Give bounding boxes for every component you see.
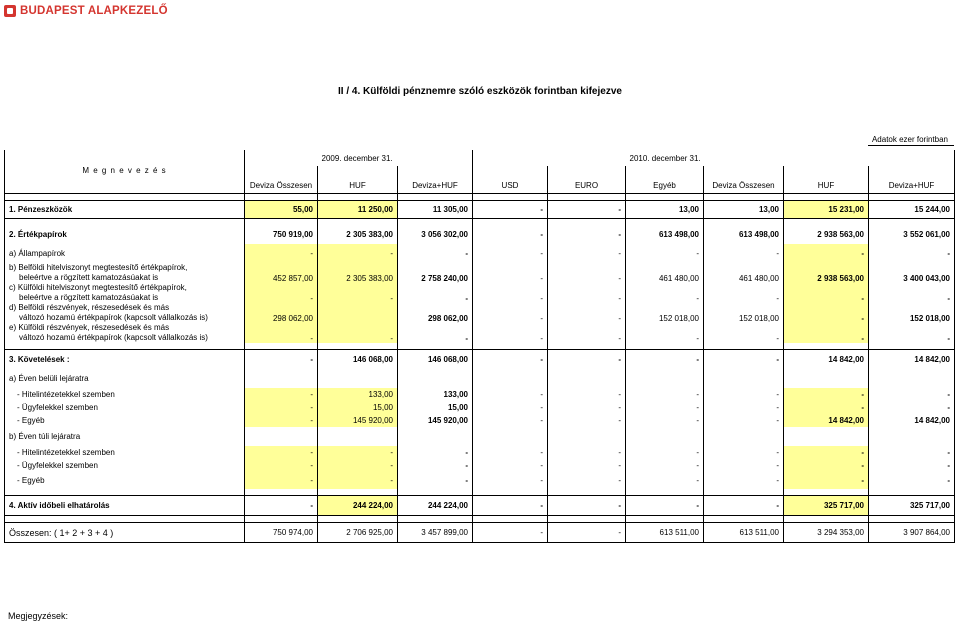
column-header: HUF <box>784 166 869 194</box>
table-cell: - <box>245 459 318 472</box>
table-cell: - <box>318 323 398 343</box>
row-label: a) Állampapírok <box>5 244 245 263</box>
table-cell: 15,00 <box>398 401 473 414</box>
table-cell <box>245 427 318 446</box>
table-cell: - <box>398 446 473 459</box>
logo-icon <box>4 5 16 17</box>
table-cell: 325 717,00 <box>869 496 955 516</box>
table-cell: - <box>398 323 473 343</box>
table-cell: 750 919,00 <box>245 225 318 244</box>
row-label: 2. Értékpapírok <box>5 225 245 244</box>
table-cell: - <box>704 472 784 489</box>
date-2009: 2009. december 31. <box>321 153 393 163</box>
table-cell: - <box>869 283 955 303</box>
table-row-eb-ugyfel <box>5 401 955 414</box>
table-cell: - <box>784 401 869 414</box>
table-cell: 152 018,00 <box>626 303 704 323</box>
table-cell: - <box>473 414 548 427</box>
row-label: 3. Követelések : <box>5 350 245 370</box>
table-cell: 145 920,00 <box>318 414 398 427</box>
table-cell: 613 511,00 <box>704 523 784 543</box>
table-cell: 3 907 864,00 <box>869 523 955 543</box>
table-cell: - <box>869 244 955 263</box>
table-cell: - <box>869 446 955 459</box>
row-label <box>5 323 245 343</box>
table-cell: - <box>784 472 869 489</box>
table-cell: 152 018,00 <box>704 303 784 323</box>
table-cell <box>245 369 318 388</box>
table-row-allampapirok <box>5 244 955 263</box>
table-cell: - <box>548 523 626 543</box>
table-row-et-egyeb <box>5 472 955 489</box>
row-label-line: c) Külföldi hitelviszonyt megtestesítő értékpapírok, <box>9 283 187 292</box>
header-columns-row <box>5 166 955 194</box>
table-row-ertekpapirok <box>5 225 955 244</box>
table-cell: 15,00 <box>318 401 398 414</box>
table-cell: - <box>784 323 869 343</box>
table-cell: - <box>626 414 704 427</box>
table-row-kovetelesek <box>5 350 955 370</box>
column-header: Deviza+HUF <box>869 166 955 194</box>
table-cell: 13,00 <box>626 201 704 219</box>
table-cell: 55,00 <box>245 201 318 219</box>
table-cell: - <box>626 388 704 401</box>
table-cell: - <box>398 244 473 263</box>
table-row-et-ugyfel <box>5 459 955 472</box>
column-header: HUF <box>318 166 398 194</box>
table-cell: - <box>318 446 398 459</box>
table-cell: 133,00 <box>398 388 473 401</box>
row-label: - Egyéb <box>5 414 245 427</box>
row-label: - Ügyfelekkel szemben <box>5 459 245 472</box>
table-cell: - <box>245 323 318 343</box>
table-cell <box>398 369 473 388</box>
table-cell: - <box>398 459 473 472</box>
row-label: - Hitelintézetekkel szemben <box>5 446 245 459</box>
table-cell: - <box>626 496 704 516</box>
table-cell: - <box>704 388 784 401</box>
row-label-line: változó hozamú értékpapírok (kapcsolt vállalkozás is) <box>19 333 208 342</box>
row-label: 4. Aktív időbeli elhatárolás <box>5 496 245 516</box>
row-label: Összesen: ( 1+ 2 + 3 + 4 ) <box>5 523 245 543</box>
table-cell: - <box>548 388 626 401</box>
table-cell: 2 706 925,00 <box>318 523 398 543</box>
table-row-belfoldi-hitel <box>5 263 955 283</box>
table-cell: 452 857,00 <box>245 263 318 283</box>
table-cell: - <box>245 496 318 516</box>
table-row-kulfoldi-hitel <box>5 283 955 303</box>
row-label <box>5 263 245 283</box>
table-cell: 14 842,00 <box>869 350 955 370</box>
table-cell: - <box>473 225 548 244</box>
table-cell: - <box>548 446 626 459</box>
table-cell: - <box>245 244 318 263</box>
table-cell: 461 480,00 <box>704 263 784 283</box>
table-cell: 15 231,00 <box>784 201 869 219</box>
table-cell: - <box>704 459 784 472</box>
table-cell: 14 842,00 <box>784 350 869 370</box>
table-row-eb-egyeb <box>5 414 955 427</box>
table-cell: - <box>626 283 704 303</box>
column-header: Deviza Összesen <box>704 166 784 194</box>
table-cell: - <box>473 496 548 516</box>
table-cell: - <box>704 414 784 427</box>
table-cell: 2 305 383,00 <box>318 225 398 244</box>
table-cell: 325 717,00 <box>784 496 869 516</box>
table-cell: - <box>473 401 548 414</box>
table-cell: - <box>473 446 548 459</box>
table-cell: - <box>869 459 955 472</box>
table-cell: 133,00 <box>318 388 398 401</box>
table-cell <box>318 303 398 323</box>
table-cell <box>473 427 548 446</box>
table-cell: 2 305 383,00 <box>318 263 398 283</box>
table-cell: - <box>548 201 626 219</box>
table-cell: - <box>473 201 548 219</box>
column-header: Deviza+HUF <box>398 166 473 194</box>
table-row-aktiv <box>5 496 955 516</box>
notes-label: Megjegyzések: <box>8 611 69 621</box>
table-cell: - <box>245 472 318 489</box>
table-cell: - <box>473 472 548 489</box>
table-cell: - <box>473 263 548 283</box>
table-cell: - <box>869 472 955 489</box>
table-cell: - <box>626 459 704 472</box>
table-cell <box>869 427 955 446</box>
table-row-even-tul <box>5 427 955 446</box>
row-label-line: beleértve a rögzített kamatozásúakat is <box>19 293 159 302</box>
table-cell: - <box>245 283 318 303</box>
table-row-osszesen <box>5 523 955 543</box>
table-cell: - <box>473 303 548 323</box>
table-cell: - <box>704 283 784 303</box>
table-cell <box>548 427 626 446</box>
table-cell <box>398 427 473 446</box>
table-cell: 145 920,00 <box>398 414 473 427</box>
table-cell: - <box>245 350 318 370</box>
table-cell: - <box>473 523 548 543</box>
row-label-line: változó hozamú értékpapírok (kapcsolt vállalkozás is) <box>19 313 208 322</box>
table-row-et-hitel <box>5 446 955 459</box>
table-cell: - <box>704 244 784 263</box>
column-header: USD <box>473 166 548 194</box>
name-column-header: M e g n e v e z é s <box>5 166 245 194</box>
table-cell: - <box>704 496 784 516</box>
table-cell: - <box>548 472 626 489</box>
table-cell: 3 294 353,00 <box>784 523 869 543</box>
table-cell: - <box>473 283 548 303</box>
table-cell: 613 498,00 <box>704 225 784 244</box>
table-cell: - <box>318 459 398 472</box>
table-cell <box>626 369 704 388</box>
assets-table <box>4 145 955 543</box>
table-cell: - <box>626 323 704 343</box>
table-cell: - <box>626 446 704 459</box>
table-cell: - <box>245 446 318 459</box>
table-cell: - <box>548 459 626 472</box>
table-cell: - <box>704 323 784 343</box>
table-cell <box>318 427 398 446</box>
table-cell: - <box>245 388 318 401</box>
table-cell: 613 511,00 <box>626 523 704 543</box>
table-cell: 3 552 061,00 <box>869 225 955 244</box>
table-cell <box>548 369 626 388</box>
page-title: II / 4. Külföldi pénznemre szóló eszközök forintban kifejezve <box>338 86 622 97</box>
table-cell: - <box>548 414 626 427</box>
table-cell: - <box>245 414 318 427</box>
table-cell <box>704 427 784 446</box>
table-cell: - <box>473 459 548 472</box>
table-cell: - <box>548 303 626 323</box>
table-cell: - <box>473 350 548 370</box>
table-cell: 11 305,00 <box>398 201 473 219</box>
table-cell <box>784 369 869 388</box>
table-cell: - <box>548 244 626 263</box>
table-row-belfoldi-reszveny <box>5 303 955 323</box>
table-cell: - <box>869 401 955 414</box>
row-label: - Hitelintézetekkel szemben <box>5 388 245 401</box>
table-row-even-belul <box>5 369 955 388</box>
table-cell: - <box>473 244 548 263</box>
table-cell: 11 250,00 <box>318 201 398 219</box>
table-cell: - <box>626 401 704 414</box>
table-cell <box>784 427 869 446</box>
table-cell <box>704 369 784 388</box>
table-cell: 3 400 043,00 <box>869 263 955 283</box>
column-header: Deviza Összesen <box>245 166 318 194</box>
table-cell: 3 056 302,00 <box>398 225 473 244</box>
table-cell: - <box>318 472 398 489</box>
table-cell: - <box>548 225 626 244</box>
table-cell: - <box>318 283 398 303</box>
table-cell: - <box>784 244 869 263</box>
table-cell: - <box>548 350 626 370</box>
column-header: Egyéb <box>626 166 704 194</box>
table-cell: 2 758 240,00 <box>398 263 473 283</box>
row-label: b) Éven túli lejáratra <box>5 427 245 446</box>
table-cell: - <box>784 303 869 323</box>
logo-text: BUDAPEST ALAPKEZELŐ <box>20 5 168 17</box>
table-cell <box>473 369 548 388</box>
table-cell: 2 938 563,00 <box>784 263 869 283</box>
table-cell <box>626 427 704 446</box>
table-cell: 146 068,00 <box>398 350 473 370</box>
table-cell: - <box>869 388 955 401</box>
table-cell: 244 224,00 <box>318 496 398 516</box>
table-row-eb-hitel <box>5 388 955 401</box>
table-cell: - <box>548 496 626 516</box>
table-cell: 613 498,00 <box>626 225 704 244</box>
table-cell: - <box>548 263 626 283</box>
table-cell <box>869 369 955 388</box>
table-cell: 298 062,00 <box>245 303 318 323</box>
logo <box>4 4 168 18</box>
table-cell: - <box>398 283 473 303</box>
row-label <box>5 303 245 323</box>
table-cell: - <box>473 323 548 343</box>
table-cell: 2 938 563,00 <box>784 225 869 244</box>
table-cell: - <box>245 401 318 414</box>
table-cell: - <box>704 401 784 414</box>
date-2010: 2010. december 31. <box>629 153 701 163</box>
table-cell: - <box>869 323 955 343</box>
column-header: EURO <box>548 166 626 194</box>
table-cell: 146 068,00 <box>318 350 398 370</box>
table-cell <box>318 369 398 388</box>
table-cell: - <box>784 459 869 472</box>
table-cell: 14 842,00 <box>869 414 955 427</box>
row-label: 1. Pénzeszközök <box>5 201 245 219</box>
header-dates-row <box>5 150 955 166</box>
row-label-line: e) Külföldi részvények, részesedések és más <box>9 323 170 332</box>
table-cell: 461 480,00 <box>626 263 704 283</box>
table-cell: 298 062,00 <box>398 303 473 323</box>
table-cell: - <box>704 350 784 370</box>
table-cell: - <box>626 350 704 370</box>
table-cell: 750 974,00 <box>245 523 318 543</box>
table-cell: - <box>473 388 548 401</box>
table-cell: 15 244,00 <box>869 201 955 219</box>
row-label: a) Éven belüli lejáratra <box>5 369 245 388</box>
row-label-line: d) Belföldi részvények, részesedések és más <box>9 303 170 312</box>
table-cell: - <box>318 244 398 263</box>
row-label-line: b) Belföldi hitelviszonyt megtestesítő értékpapírok, <box>9 263 188 272</box>
table-cell: 14 842,00 <box>784 414 869 427</box>
row-label: - Egyéb <box>5 472 245 489</box>
table-cell: - <box>784 446 869 459</box>
table-cell: 3 457 899,00 <box>398 523 473 543</box>
table-cell: - <box>704 446 784 459</box>
row-label <box>5 283 245 303</box>
table-cell: - <box>626 244 704 263</box>
table-cell: - <box>398 472 473 489</box>
table-cell: - <box>548 323 626 343</box>
table-row-kulfoldi-reszveny <box>5 323 955 343</box>
unit-note: Adatok ezer forintban <box>871 135 948 144</box>
row-label-line: beleértve a rögzített kamatozásúakat is <box>19 273 159 282</box>
table-cell: - <box>548 283 626 303</box>
table-cell: - <box>548 401 626 414</box>
table-cell: 152 018,00 <box>869 303 955 323</box>
table-row-penzeszkozok <box>5 201 955 219</box>
row-label: - Ügyfelekkel szemben <box>5 401 245 414</box>
table-cell: - <box>626 472 704 489</box>
table-cell: - <box>784 283 869 303</box>
table-cell: 244 224,00 <box>398 496 473 516</box>
table-cell: - <box>784 388 869 401</box>
table-cell: 13,00 <box>704 201 784 219</box>
